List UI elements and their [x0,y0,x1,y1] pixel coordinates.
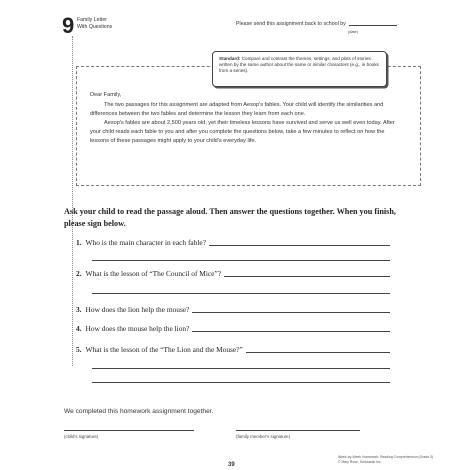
letter-greeting: Dear Family, [90,92,122,98]
child-signature-label: (child's signature) [64,434,99,439]
standard-label: Standard: [219,56,241,61]
lesson-subtitle-line1: Family Letter [77,17,107,23]
question-text: What is the lesson of “The Council of Mice”? [85,269,221,278]
answer-line[interactable] [192,311,390,313]
answer-line[interactable] [209,244,390,246]
question-1 [76,238,390,247]
answer-line[interactable] [92,382,390,383]
answer-line[interactable] [224,275,390,277]
question-number: 4. [76,324,82,333]
question-number: 5. [76,345,82,354]
dotted-divider [72,36,73,366]
lesson-number: 9 [62,13,75,38]
answer-line[interactable] [92,260,390,261]
family-letter [90,91,400,145]
return-date-line[interactable] [349,25,397,26]
question-number: 2. [76,269,82,278]
letter-paragraph-2: Aesop's fables are about 2,500 years old, yet their timeless lessons have survived and serve us well even today. After your child reads each fable to you and after you complete the questions below, take a few minutes to reflect on how the lessons of these passages might apply to your child's everyday life. [90,119,395,144]
question-4 [76,324,390,333]
return-instruction: Please send this assignment back to school by . [236,21,399,27]
question-5 [76,345,390,354]
letter-paragraph-1: The two passages for this assignment are adapted from Aesop's fables. Your child will identify the similarities and differences between the two fables and determine the lesson they learn from each one. [90,101,384,117]
lesson-subtitle-line2: With Questions [77,23,113,30]
answer-line[interactable] [92,368,390,369]
return-text: Please send this assignment back to school by [236,21,346,27]
question-number: 3. [76,305,82,314]
completed-statement: We completed this homework assignment together. [64,408,214,415]
question-2 [76,269,390,278]
standard-text: Compare and contrast the themes, settings, and plots of stories written by the same author about the same or similar characters (e.g., in books from a series). [219,56,379,73]
footer-line-1: Week-by-Week Homework: Reading Comprehension (Grade 3) [338,455,434,459]
page-number: 39 [228,462,235,468]
question-text: Who is the main character in each fable? [85,238,206,247]
family-signature-line[interactable] [236,430,360,431]
question-number: 1. [76,238,82,247]
family-signature-label: (family member's signature) [236,434,291,439]
question-3 [76,305,390,314]
answer-line[interactable] [192,330,390,332]
instructions: Ask your child to read the passage aloud. Then answer the questions together. When you finish, please sign below. [64,207,396,228]
lesson-subtitle [77,17,112,30]
question-text: How does the mouse help the lion? [85,324,190,333]
answer-line[interactable] [92,293,390,294]
question-text: What is the lesson of the “The Lion and the Mouse?” [85,345,243,354]
date-label: (date) [348,30,358,34]
footer-credit [338,455,433,464]
standard-box [212,51,387,87]
answer-line[interactable] [246,351,390,353]
question-text: How does the lion help the mouse? [85,305,190,314]
footer-line-2: © Mary Rose, Scholastic Inc. [338,459,382,464]
child-signature-line[interactable] [64,430,194,431]
